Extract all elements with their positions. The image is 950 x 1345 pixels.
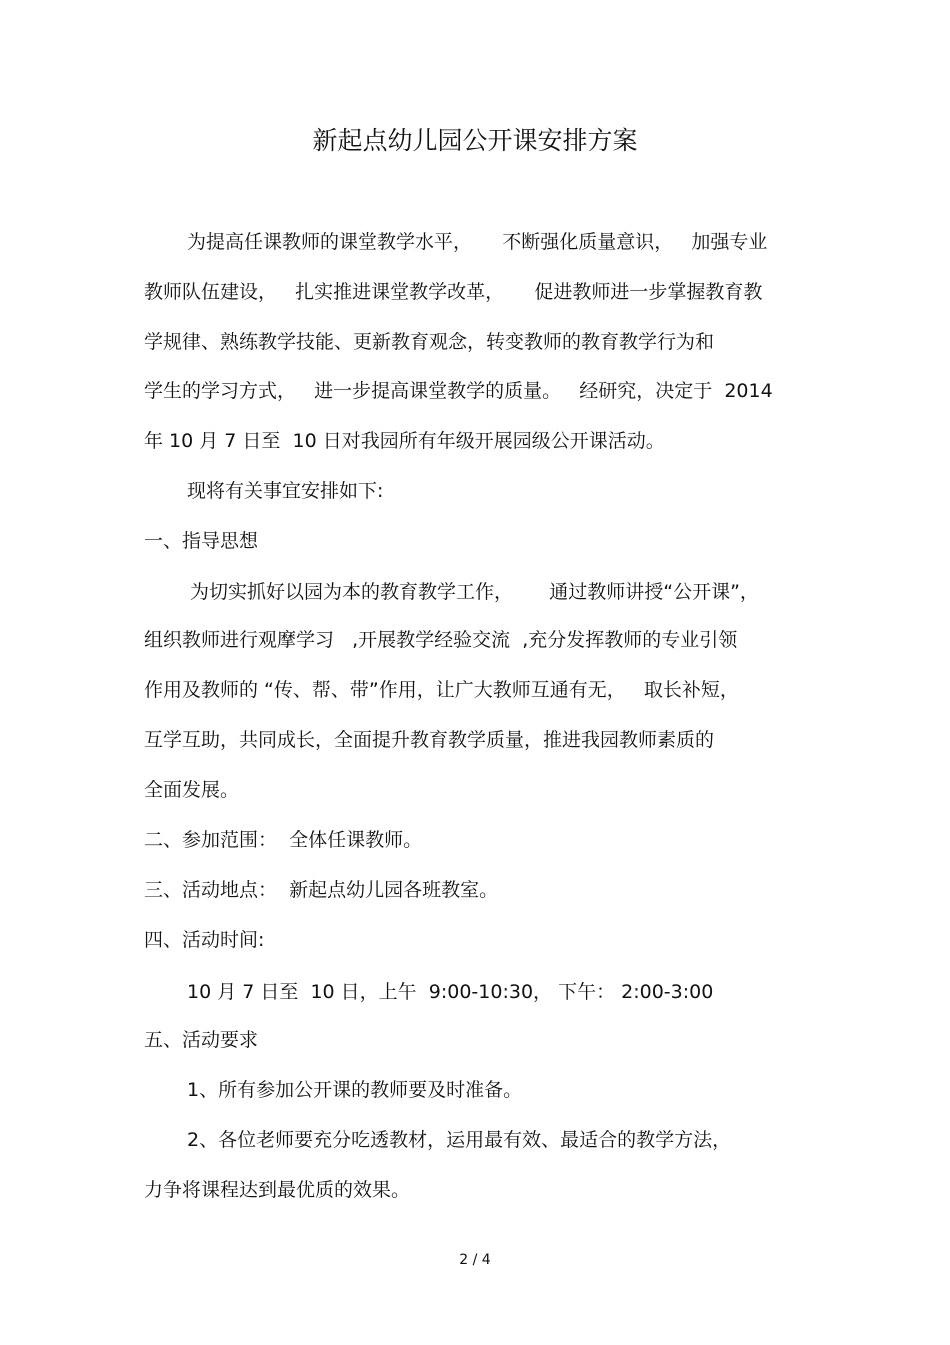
paragraph-line: 力争将课程达到最优质的效果。 — [144, 1179, 411, 1201]
paragraph-line: 学生的学习方式， 进一步提高课堂教学的质量。 经研究，决定于 2014 — [144, 380, 773, 402]
section-heading: 一、指导思想 — [144, 530, 259, 552]
paragraph-line: 学规律、熟练教学技能、更新教育观念，转变教师的教育教学行为和 — [144, 331, 715, 353]
paragraph-line: 10 月 7 日至 10 日，上午 9:00-10:30， 下午： 2:00-3:00 — [187, 981, 714, 1003]
paragraph-line: 现将有关事宜安排如下: — [187, 480, 384, 502]
paragraph-line: 组织教师进行观摩学习 ,开展教学经验交流 ,充分发挥教师的专业引领 — [144, 629, 738, 651]
paragraph-line: 年 10 月 7 日至 10 日对我园所有年级开展园级公开课活动。 — [144, 430, 665, 452]
paragraph-line: 教师队伍建设， 扎实推进课堂教学改革， 促进教师进一步掌握教育教 — [144, 281, 763, 303]
paragraph-line: 为切实抓好以园为本的教育教学工作， 通过教师讲授“公开课”， — [190, 581, 759, 603]
page-number: 2 / 4 — [459, 1252, 491, 1268]
paragraph-line: 作用及教师的 “传、帮、带”作用，让广大教师互通有无， 取长补短， — [144, 679, 739, 701]
list-item: 2、各位老师要充分吃透教材，运用最有效、最适合的教学方法， — [187, 1129, 732, 1151]
section-heading: 三、活动地点： 新起点幼儿园各班教室。 — [144, 879, 499, 901]
paragraph-line: 全面发展。 — [144, 779, 240, 801]
paragraph-line: 互学互助，共同成长，全面提升教育教学质量，推进我园教师素质的 — [144, 729, 715, 751]
section-heading: 四、活动时间: — [144, 929, 265, 951]
document-title: 新起点幼儿园公开课安排方案 — [312, 126, 638, 155]
section-heading: 五、活动要求 — [144, 1029, 259, 1051]
section-heading: 二、参加范围： 全体任课教师。 — [144, 829, 423, 851]
paragraph-line: 为提高任课教师的课堂教学水平， 不断强化质量意识， 加强专业 — [187, 231, 768, 253]
list-item: 1、所有参加公开课的教师要及时准备。 — [187, 1079, 523, 1101]
